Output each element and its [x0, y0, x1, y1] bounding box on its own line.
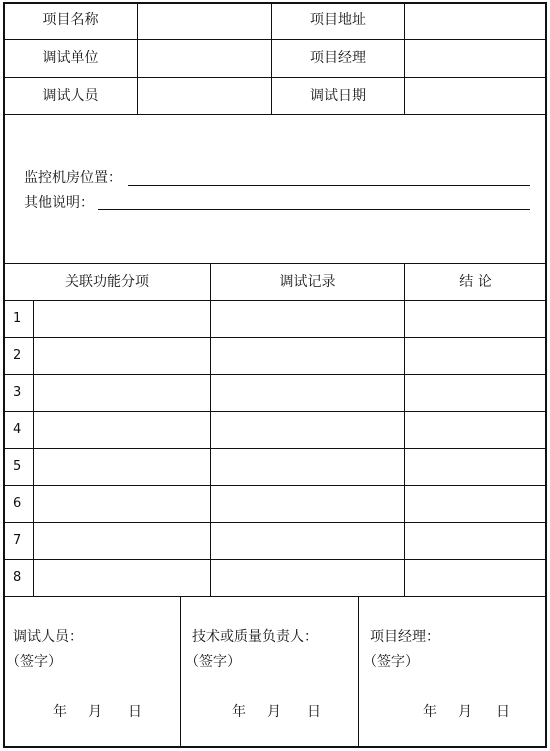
- project-manager-label: 项目经理: [310, 50, 366, 66]
- signature-year: 年: [53, 704, 67, 720]
- commission-unit-field[interactable]: [138, 40, 271, 77]
- table-row-border: [4, 411, 547, 412]
- monitor-room-label: 监控机房位置：: [24, 170, 122, 186]
- signature-sign-prompt: （签字）: [185, 654, 241, 670]
- commission-date-label: 调试日期: [310, 88, 366, 104]
- signature-field-tech-quality-lead[interactable]: [181, 597, 358, 746]
- row-number: 6: [13, 496, 22, 511]
- row-number: 2: [13, 348, 22, 363]
- row-number: 8: [13, 570, 22, 585]
- commission-staff-label: 调试人员: [42, 88, 99, 104]
- table-row-border: [4, 448, 547, 449]
- signature-role-tech-quality-lead: 技术或质量负责人：: [192, 629, 318, 645]
- table-row-border: [4, 559, 547, 560]
- project-address-label: 项目地址: [310, 12, 366, 28]
- signature-day: 日: [496, 704, 510, 720]
- signature-year: 年: [423, 704, 437, 720]
- signature-sign-prompt: （签字）: [6, 654, 62, 670]
- signature-role-commission-staff: 调试人员：: [13, 629, 83, 645]
- project-name-field[interactable]: [138, 4, 271, 39]
- row-number: 7: [13, 533, 22, 548]
- column-header-commission-record: 调试记录: [279, 274, 336, 290]
- project-name-label: 项目名称: [42, 12, 99, 28]
- project-address-field[interactable]: [405, 4, 546, 39]
- commission-record-cell[interactable]: [211, 301, 404, 337]
- row-number: 3: [13, 385, 22, 400]
- other-notes-label: 其他说明：: [24, 195, 94, 211]
- project-manager-field[interactable]: [405, 40, 546, 77]
- signature-year: 年: [232, 704, 246, 720]
- header-divider: [4, 114, 547, 115]
- column-header-conclusion: 结 论: [459, 274, 492, 290]
- row-number: 4: [13, 422, 22, 437]
- signature-month: 月: [267, 704, 281, 720]
- table-row-border: [4, 522, 547, 523]
- row-number: 1: [13, 311, 22, 326]
- commission-unit-label: 调试单位: [42, 50, 99, 66]
- signature-month: 月: [458, 704, 472, 720]
- table-row-border: [4, 485, 547, 486]
- commission-date-field[interactable]: [405, 78, 546, 114]
- table-row-border: [4, 374, 547, 375]
- table-column-divider: [33, 300, 34, 596]
- signature-month: 月: [88, 704, 102, 720]
- commission-staff-field[interactable]: [138, 78, 271, 114]
- column-header-function-item: 关联功能分项: [65, 274, 149, 290]
- monitor-room-line[interactable]: [128, 185, 530, 186]
- table-row-border: [4, 337, 547, 338]
- function-item-cell[interactable]: [34, 301, 210, 337]
- signature-sign-prompt: （签字）: [363, 654, 419, 670]
- conclusion-cell[interactable]: [405, 301, 546, 337]
- signature-field-project-manager[interactable]: [359, 597, 546, 746]
- other-notes-line[interactable]: [98, 209, 530, 210]
- signature-day: 日: [128, 704, 142, 720]
- signature-day: 日: [307, 704, 321, 720]
- table-top-border: [4, 263, 547, 264]
- signature-field-commission-staff[interactable]: [4, 597, 180, 746]
- row-number: 5: [13, 459, 22, 474]
- signature-role-project-manager: 项目经理：: [370, 629, 440, 645]
